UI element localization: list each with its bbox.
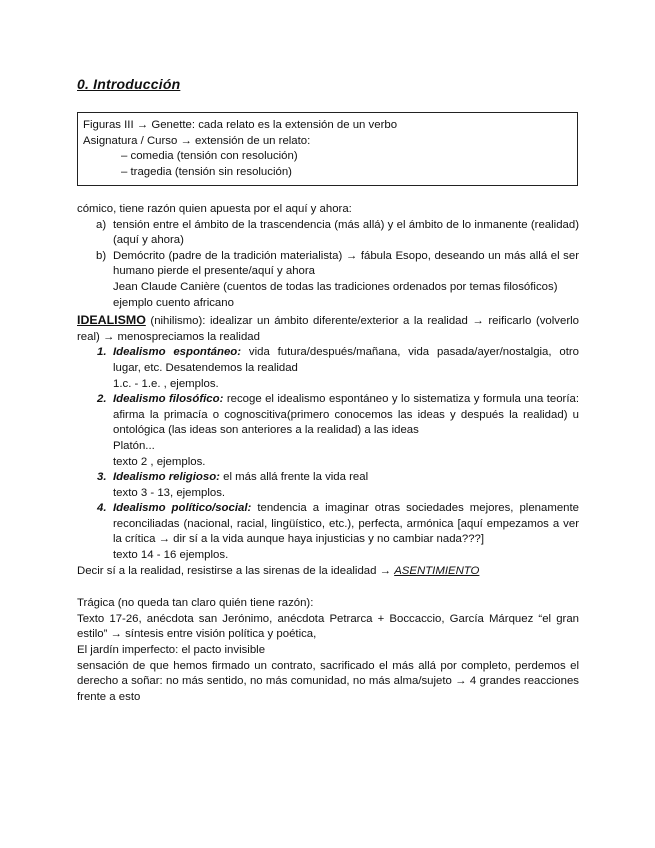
list-marker: 1. (97, 346, 107, 359)
box-line-asignatura: Asignatura / Curso → extensión de un relato: (83, 134, 311, 147)
idealism-description: tendencia a imaginar otras sociedades mejores, plenamente reconciliadas (nacional, racial, lingüístico, etc.), perfecta, armónica [aquí empezamos a ver la crítica → dir sí a la vida aunque haya injusticias y no cambiar nada???] (113, 502, 579, 546)
list-item-b (77, 249, 579, 311)
intro-paragraph: cómico, tiene razón quien apuesta por el aquí y ahora: (77, 203, 352, 215)
list-item-text (113, 392, 579, 470)
list-item-extra: ejemplo cuento africano (113, 296, 234, 309)
list-marker: 2. (97, 393, 107, 406)
list-item-text (113, 501, 579, 563)
list-item-body: tensión entre el ámbito de la trascendencia (más allá) y el ámbito de lo inmanente (realidad) (aquí y ahora) (113, 218, 579, 247)
asentimiento-paragraph (77, 564, 579, 580)
list-item-body (113, 392, 579, 439)
idealism-type-2 (77, 392, 579, 470)
asentimiento-term: ASENTIMIENTO (394, 564, 480, 577)
box-line-genette: Figuras III → Genette: cada relato es la extensión de un verbo (83, 119, 398, 131)
list-marker: b) (96, 249, 107, 262)
list-item-body (113, 501, 579, 548)
idealism-type-4 (77, 501, 579, 563)
idealism-term: Idealismo religioso: (113, 471, 220, 484)
list-item-text (113, 218, 579, 249)
list-marker: 3. (97, 471, 107, 484)
idealism-description: el más allá frente la vida real (219, 471, 369, 484)
list-item-body (113, 345, 579, 376)
box-line-tragedia: – tragedia (tensión sin resolución) (121, 165, 292, 178)
idealism-type-1 (77, 345, 579, 392)
idealism-description: vida futura/después/mañana, vida pasada/ayer/nostalgia, otro lugar, etc. Desatendemos la realidad (113, 346, 579, 374)
list-item-extra: Platón... (113, 439, 155, 452)
paragraph-spacer (77, 579, 579, 596)
list-item-body (113, 470, 579, 486)
list-item-body: Demócrito (padre de la tradición materialista) → fábula Esopo, deseando un más allá el ser humano pierde el presente/aquí y ahora (113, 249, 579, 278)
idealism-term: Idealismo filosófico: (113, 393, 224, 406)
document-body (77, 202, 579, 705)
box-line-comedia: – comedia (tensión con resolución) (121, 150, 298, 163)
list-item-extra: texto 2 , ejemplos. (113, 455, 206, 468)
idealism-type-3 (77, 470, 579, 501)
list-item-extra: Jean Claude Canière (cuentos de todas las tradiciones ordenados por temas filosóficos) (113, 280, 558, 293)
list-item-text (113, 249, 579, 311)
texto-paragraph: Texto 17-26, anécdota san Jerónimo, anécdota Petrarca + Boccaccio, García Márquez “el gran estilo” → síntesis entre visión política y poética, (77, 612, 579, 641)
idealismo-title: IDEALISMO (77, 313, 146, 328)
sensacion-paragraph: sensación de que hemos firmado un contrato, sacrificado el más allá por completo, perdemos el derecho a soñar: no más sentido, no más comunidad, no más alma/sujeto → 4 grandes reacciones frente a esto (77, 659, 579, 703)
idealismo-paragraph (77, 313, 579, 345)
idealism-term: Idealismo espontáneo: (113, 346, 242, 359)
list-item-text (113, 470, 579, 501)
list-marker: 4. (97, 502, 107, 515)
list-item-extra: 1.c. - 1.e. , ejemplos. (113, 377, 219, 390)
idealism-description: recoge el idealismo espontáneo y lo sistematiza y formula una teoría: afirma la primacía o cognoscitiva(primero conocemos las ideas y después la realidad) u ontológica (las ideas son anteriores a la realidad) a las ideas (113, 393, 580, 437)
section-heading: 0. Introducción (77, 76, 181, 92)
tragica-paragraph: Trágica (no queda tan claro quién tiene razón): (77, 597, 314, 610)
list-item-extra: texto 14 - 16 ejemplos. (113, 549, 229, 562)
idealismo-definition: (nihilismo): idealizar un ámbito diferente/exterior a la realidad → reificarlo (volverlo real) → menospreciamos la realidad (77, 315, 579, 343)
list-item-text (113, 345, 579, 392)
list-item-extra: texto 3 - 13, ejemplos. (113, 486, 226, 499)
idealism-term: Idealismo político/social: (113, 502, 252, 515)
jardin-paragraph: El jardín imperfecto: el pacto invisible (77, 644, 266, 657)
list-item-a (77, 218, 579, 249)
asentimiento-lead: Decir sí a la realidad, resistirse a las sirenas de la idealidad → (77, 564, 395, 577)
summary-box (77, 112, 578, 186)
list-marker: a) (96, 218, 107, 231)
